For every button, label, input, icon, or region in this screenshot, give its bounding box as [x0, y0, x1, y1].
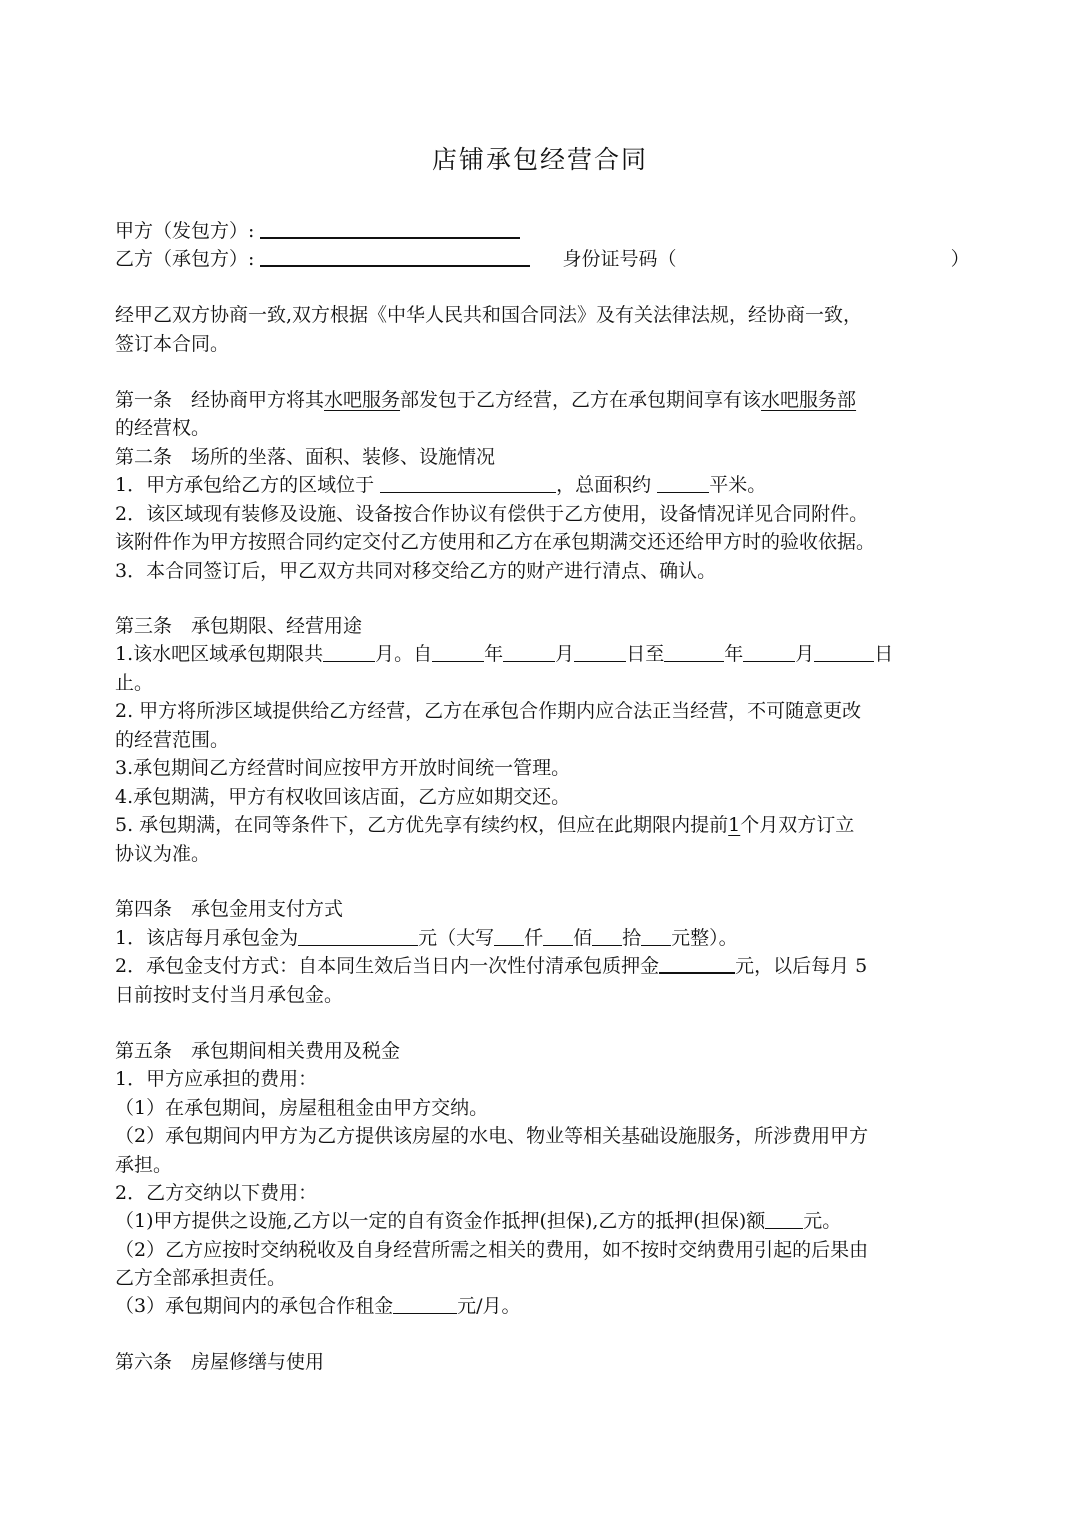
party-b-blank: [260, 245, 530, 267]
article-5-line-2: （1）在承包期间，房屋租租金由甲方交纳。: [115, 1097, 489, 1119]
article-2-item-2: 2．该区域现有装修及设施、设备按合作协议有偿供于乙方使用，设备情况详见合同附件。: [115, 503, 869, 525]
article-3-item-1-cont: 止。: [115, 672, 154, 694]
area-blank: [657, 472, 709, 493]
article-4-item-2-cont: 日前按时支付当月承包金。: [115, 984, 344, 1006]
article-5-line-8: 乙方全部承担责任。: [115, 1267, 287, 1289]
article-2-item-3: 3．本合同签订后，甲乙双方共同对移交给乙方的财产进行清点、确认。: [115, 560, 717, 582]
article-4-item-1: 1．该店每月承包金为 元（大写 仟 佰 拾 元整）。: [115, 927, 738, 949]
article-5-line-7: （2）乙方应按时交纳税收及自身经营所需之相关的费用，如不按时交纳费用引起的后果由: [115, 1239, 869, 1261]
article-3-item-2-cont: 的经营范围。: [115, 729, 230, 751]
party-a-label: 甲方（发包方）:: [115, 220, 255, 242]
article-3-item-2: 2. 甲方将所涉区域提供给乙方经营，乙方在承包合作期内应合法正当经营，不可随意更改: [115, 700, 862, 722]
article-3-heading: 第三条 承包期限、经营用途: [115, 615, 363, 637]
hundreds-blank: [543, 925, 573, 946]
article-2-heading: 第二条 场所的坐落、面积、装修、设施情况: [115, 446, 496, 468]
article-3-item-5-cont: 协议为准。: [115, 843, 211, 865]
article-5-heading: 第五条 承包期间相关费用及税金: [115, 1040, 401, 1062]
id-number-close: ）: [950, 248, 970, 270]
intro-line-1: 经甲乙双方协商一致,双方根据《中华人民共和国合同法》及有关法律法规，经协商一致，: [115, 304, 863, 326]
end-year-blank: [664, 641, 724, 662]
article-5-line-5: 2．乙方交纳以下费用：: [115, 1182, 318, 1204]
end-month-blank: [743, 641, 795, 662]
article-4-item-2: 2．承包金支付方式：自本同生效后当日内一次性付清承包质押金 元，以后每月 5: [115, 952, 975, 980]
article-1-cont: 的经营权。: [115, 417, 211, 439]
term-months-blank: [323, 641, 375, 662]
venue-underlined: 水吧服务: [324, 389, 401, 411]
article-2-item-2-cont: 该附件作为甲方按照合同约定交付乙方使用和乙方在承包期满交还还给甲方时的验收依据。: [115, 531, 876, 553]
article-5-line-3: （2）承包期间内甲方为乙方提供该房屋的水电、物业等相关基础设施服务，所涉费用甲方: [115, 1125, 869, 1147]
rent-blank: [393, 1293, 457, 1314]
party-b-line: [115, 245, 975, 273]
start-year-blank: [432, 641, 484, 662]
article-4-heading: 第四条 承包金用支付方式: [115, 898, 344, 920]
notice-months-value: 1: [728, 814, 741, 836]
units-blank: [641, 925, 671, 946]
article-2-item-1: 1．甲方承包给乙方的区域位于 ，总面积约 平米。: [115, 474, 767, 496]
article-5-line-1: 1．甲方应承担的费用：: [115, 1068, 318, 1090]
article-5-line-9: （3）承包期间内的承包合作租金 元/月。: [115, 1295, 521, 1317]
monthly-fee-blank: [298, 925, 418, 946]
tens-blank: [592, 925, 622, 946]
article-5-line-4: 承担。: [115, 1154, 173, 1176]
article-3-item-5: 5. 承包期满，在同等条件下，乙方优先享有续约权，但应在此期限内提前1个月双方订立: [115, 814, 855, 836]
article-6-heading: 第六条 房屋修缮与使用: [115, 1351, 325, 1373]
party-a-blank: [260, 217, 520, 239]
id-number-label: 身份证号码（: [562, 248, 677, 270]
article-5-line-6: （1)甲方提供之设施,乙方以一定的自有资金作抵押(担保),乙方的抵押(担保)额 元。: [115, 1210, 842, 1232]
start-month-blank: [503, 641, 555, 662]
venue-underlined: 水吧服务部: [761, 389, 857, 411]
page-title: 店铺承包经营合同: [431, 145, 648, 174]
deposit-blank: [659, 952, 735, 974]
article-3-item-1: 1.该水吧区域承包期限共 月。自 年 月 日至 年 月 日: [115, 643, 894, 665]
location-blank: [380, 472, 556, 493]
start-day-blank: [574, 641, 626, 662]
party-b-label: 乙方（承包方）:: [115, 248, 255, 270]
article-1: 第一条 经协商甲方将其水吧服务部发包于乙方经营，乙方在承包期间享有该水吧服务部: [115, 389, 857, 411]
thousands-blank: [494, 925, 524, 946]
guarantee-blank: [765, 1208, 803, 1229]
article-3-item-4: 4.承包期满，甲方有权收回该店面，乙方应如期交还。: [115, 786, 571, 808]
intro-line-2: 签订本合同。: [115, 333, 230, 355]
end-day-blank: [814, 641, 874, 662]
article-3-item-3: 3.承包期间乙方经营时间应按甲方开放时间统一管理。: [115, 757, 571, 779]
party-a-line: [115, 217, 975, 245]
